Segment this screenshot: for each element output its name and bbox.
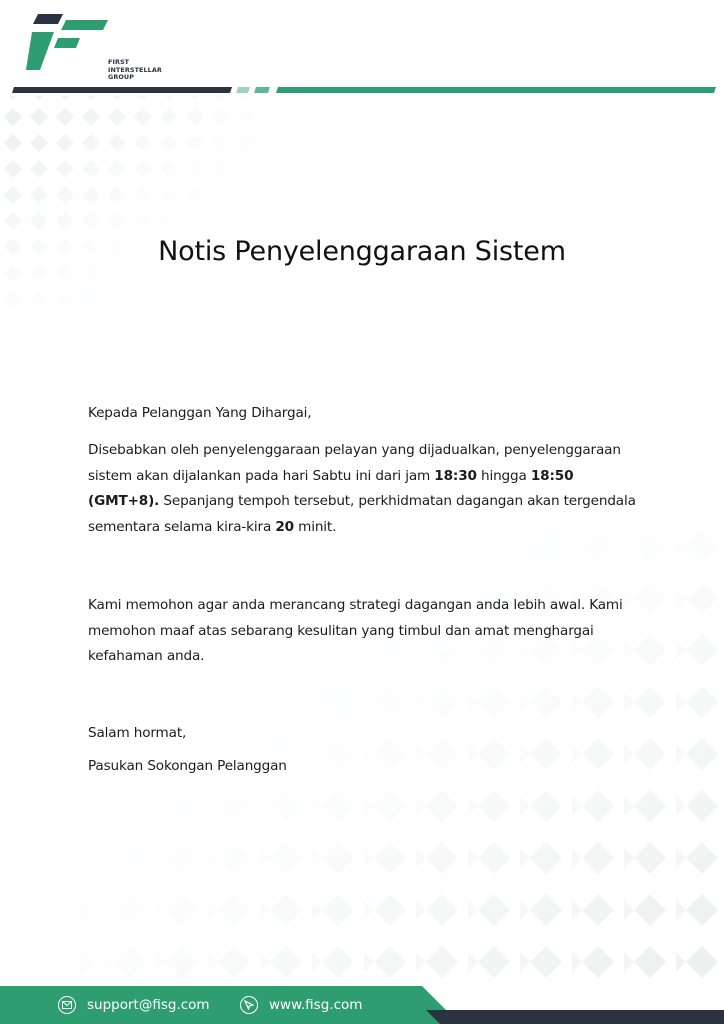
para1-text: Sepanjang tempoh tersebut, perkhidmatan dagangan akan tergendala sementara selama kira-kira	[88, 493, 636, 535]
header-divider	[0, 84, 724, 96]
apology-paragraph: Kami memohon agar anda merancang strategi dagangan anda lebih awal. Kami memohon maaf atas sebarang kesulitan yang timbul dan amat menghargai kefahaman anda.	[88, 597, 623, 664]
logo-line: GROUP	[108, 73, 134, 82]
start-time: 18:30	[434, 467, 477, 484]
logo-text	[108, 59, 162, 82]
footer-email[interactable]	[58, 994, 210, 1016]
closing: Salam hormat,	[88, 725, 187, 741]
para1-text: hingga	[476, 467, 531, 484]
email-icon	[58, 996, 76, 1014]
maintenance-paragraph	[88, 438, 648, 540]
logo-line: FIRST	[108, 58, 130, 66]
para1-text: minit.	[293, 518, 337, 535]
signature: Pasukan Sokongan Pelanggan	[88, 758, 287, 774]
email-text[interactable]: support@fisg.com	[87, 997, 210, 1013]
notice-title: Notis Penyelenggaraan Sistem	[158, 236, 566, 267]
footer-website[interactable]	[240, 994, 362, 1016]
footer	[0, 986, 724, 1024]
duration: 20	[275, 518, 294, 535]
website-text[interactable]: www.fisg.com	[269, 997, 363, 1013]
logo-line: INTERSTELLAR	[108, 65, 162, 74]
salutation: Kepada Pelanggan Yang Dihargai,	[88, 405, 312, 421]
cursor-icon	[240, 996, 258, 1014]
company-logo	[24, 14, 162, 82]
end-time: 18:50 (GMT+8).	[88, 467, 574, 509]
para1-text: Disebabkan oleh penyelenggaraan pelayan yang dijadualkan, penyelenggaraan sistem akan dijalankan pada hari Sabtu ini dari jam	[88, 442, 621, 484]
